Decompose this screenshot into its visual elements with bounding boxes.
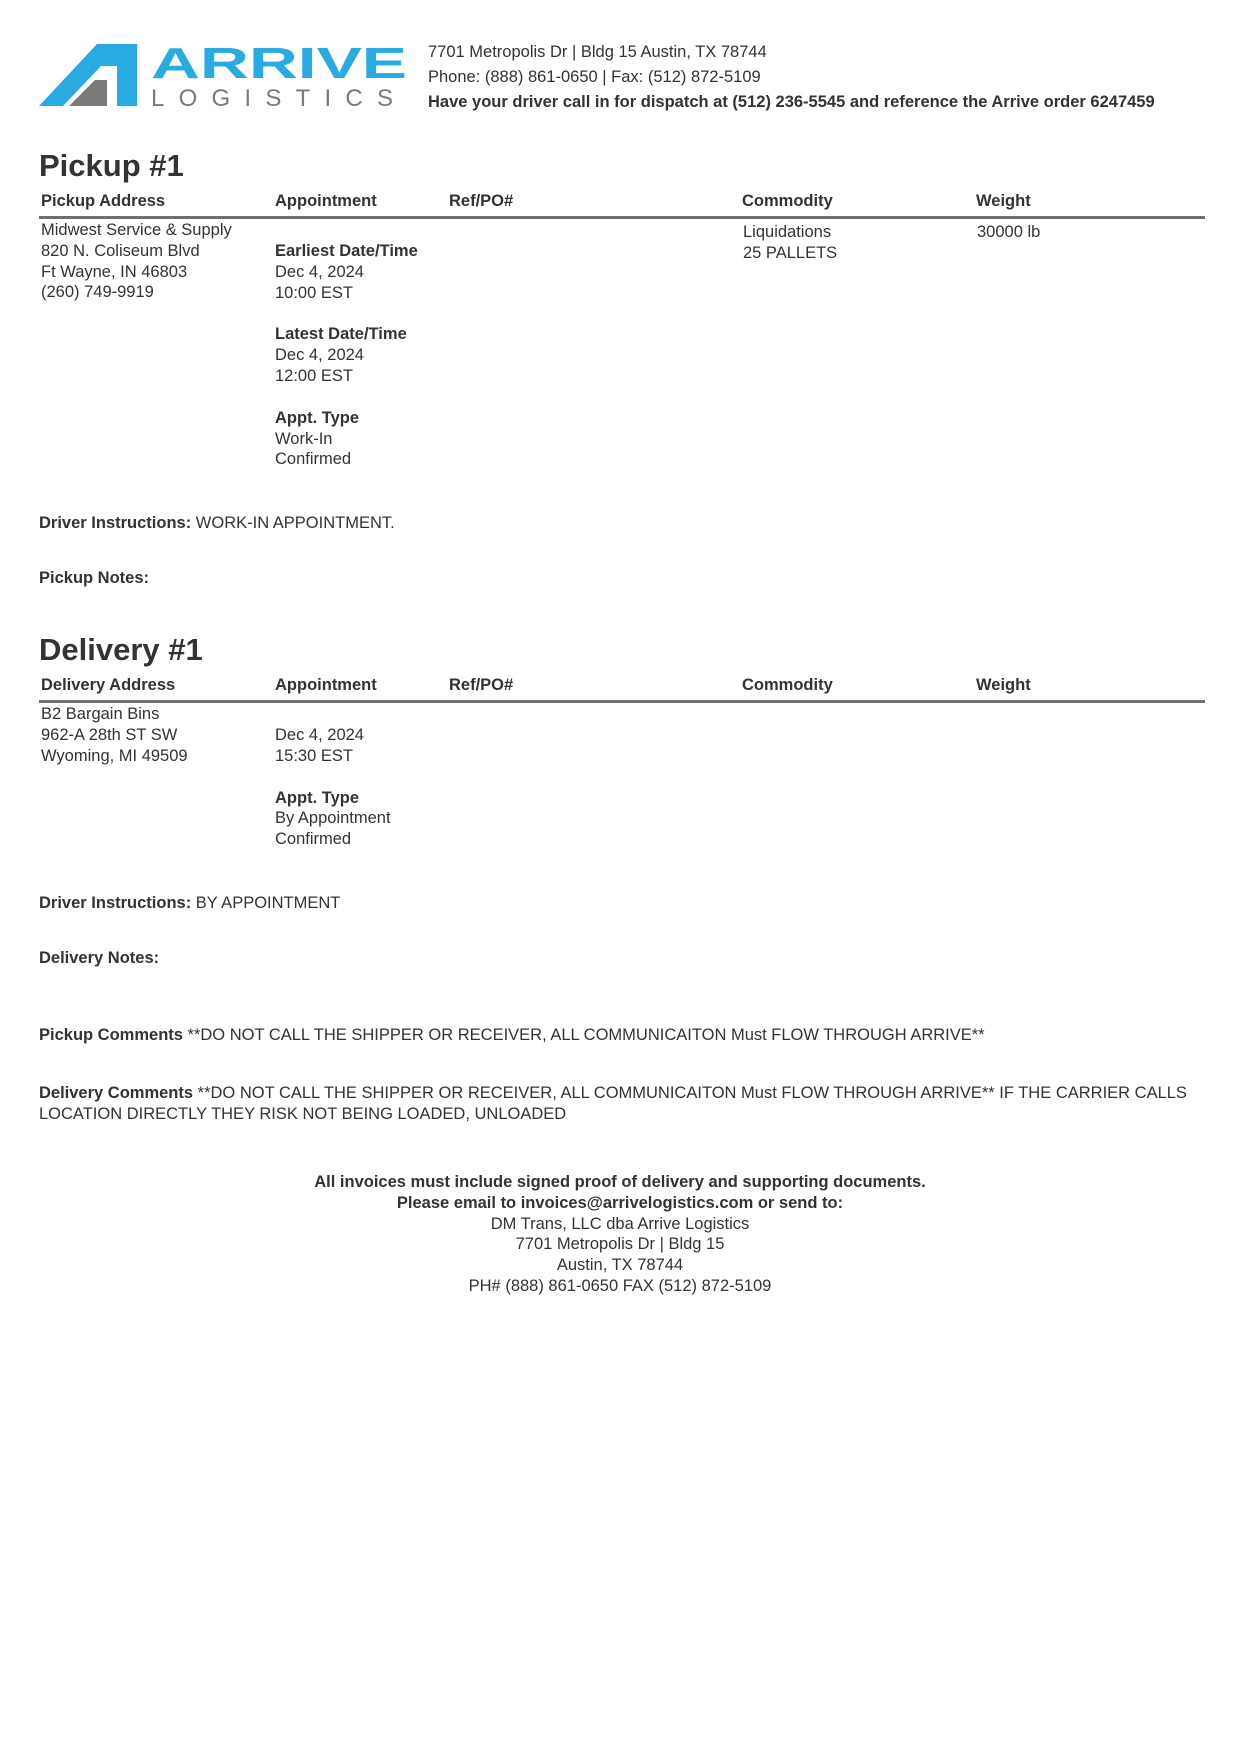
pickup-phone: (260) 749-9919 [41, 283, 154, 302]
pickup-comments-text: **DO NOT CALL THE SHIPPER OR RECEIVER, ALL COMMUNICAITON Must FLOW THROUGH ARRIVE** [187, 1026, 985, 1044]
delivery-comments [39, 1083, 1199, 1124]
col-ref-po: Ref/PO# [449, 192, 514, 210]
pickup-comments [39, 1025, 1199, 1046]
col-appointment: Appointment [275, 192, 377, 210]
col-delivery-address: Delivery Address [41, 676, 176, 694]
pickup-notes [39, 569, 149, 588]
earliest-label: Earliest Date/Time [275, 242, 418, 260]
earliest-date: Dec 4, 2024 [275, 262, 364, 281]
delivery-comments-label: Delivery Comments [39, 1084, 194, 1102]
col-weight: Weight [976, 676, 1031, 694]
logo-word-arrive: ARRIVE [151, 44, 407, 88]
commodity-name: Liquidations [743, 223, 832, 241]
arrive-logistics-logo [39, 44, 409, 108]
driver-instructions-text: WORK-IN APPOINTMENT. [195, 514, 395, 532]
delivery-table-header [39, 674, 1205, 703]
pickup-appointment [275, 241, 418, 470]
delivery-appt-type-label: Appt. Type [275, 788, 360, 807]
company-address: 7701 Metropolis Dr | Bldg 15 Austin, TX 78744 [428, 43, 767, 61]
driver-instructions-label: Driver Instructions: [39, 894, 192, 912]
driver-instructions-text: BY APPOINTMENT [195, 894, 341, 912]
invoice-email: Please email to invoices@arrivelogistics.com or send to: [396, 1193, 844, 1212]
delivery-appointment [275, 725, 391, 850]
earliest-time: 10:00 EST [275, 283, 353, 302]
company-phone: Phone: (888) 861-0650 | Fax: (512) 872-5109 [428, 68, 761, 86]
appt-type-label: Appt. Type [275, 408, 360, 427]
pickup-title: Pickup #1 [39, 148, 184, 183]
col-commodity: Commodity [742, 192, 833, 210]
delivery-street: 962-A 28th ST SW [41, 725, 178, 744]
pickup-address [41, 220, 232, 303]
invoice-footer [0, 1172, 1240, 1297]
footer-phone: PH# (888) 861-0650 FAX (512) 872-5109 [468, 1276, 772, 1295]
delivery-appt-status: Confirmed [275, 830, 352, 849]
delivery-comments-text: **DO NOT CALL THE SHIPPER OR RECEIVER, ALL COMMUNICAITON Must FLOW THROUGH ARRIVE** IF THE CARRIER CALLS LOCATION DIRECTLY THEY RISK NOT BEING LOADED, UNLOADED [39, 1084, 1187, 1123]
latest-time: 12:00 EST [275, 366, 353, 385]
delivery-address [41, 704, 188, 766]
pickup-weight: 30000 lb [977, 223, 1041, 241]
company-info [428, 40, 1155, 115]
pickup-city: Ft Wayne, IN 46803 [41, 262, 188, 281]
driver-instructions-label: Driver Instructions: [39, 514, 192, 532]
footer-city: Austin, TX 78744 [556, 1256, 684, 1275]
pickup-driver-instructions [39, 514, 395, 533]
latest-date: Dec 4, 2024 [275, 346, 364, 365]
pickup-company: Midwest Service & Supply [41, 221, 232, 239]
pickup-notes-label: Pickup Notes: [39, 569, 150, 587]
delivery-driver-instructions [39, 894, 340, 913]
delivery-appt-type: By Appointment [275, 809, 391, 828]
col-commodity: Commodity [742, 676, 833, 694]
col-weight: Weight [976, 192, 1031, 210]
delivery-company: B2 Bargain Bins [41, 705, 160, 723]
delivery-title: Delivery #1 [39, 632, 203, 667]
pickup-commodity [743, 222, 837, 264]
latest-label: Latest Date/Time [275, 325, 407, 344]
pickup-table-header [39, 190, 1205, 219]
footer-street: 7701 Metropolis Dr | Bldg 15 [515, 1235, 725, 1254]
logo-word-logistics: LOGISTICS [151, 85, 407, 108]
dispatch-instructions: Have your driver call in for dispatch at (512) 236-5545 and reference the Arrive order 6247459 [428, 93, 1155, 111]
col-pickup-address: Pickup Address [41, 192, 166, 210]
delivery-date: Dec 4, 2024 [275, 726, 364, 744]
delivery-notes [39, 949, 159, 968]
pickup-street: 820 N. Coliseum Blvd [41, 241, 200, 260]
commodity-pallets: 25 PALLETS [743, 243, 838, 262]
appt-status: Confirmed [275, 450, 352, 469]
appt-type: Work-In [275, 429, 333, 448]
delivery-time: 15:30 EST [275, 746, 353, 765]
footer-company: DM Trans, LLC dba Arrive Logistics [490, 1214, 750, 1233]
invoice-requirement: All invoices must include signed proof of delivery and supporting documents. [314, 1173, 926, 1191]
col-ref-po: Ref/PO# [449, 676, 514, 694]
delivery-city: Wyoming, MI 49509 [41, 746, 188, 765]
col-appointment: Appointment [275, 676, 377, 694]
pickup-comments-label: Pickup Comments [39, 1026, 183, 1044]
delivery-notes-label: Delivery Notes: [39, 949, 160, 967]
